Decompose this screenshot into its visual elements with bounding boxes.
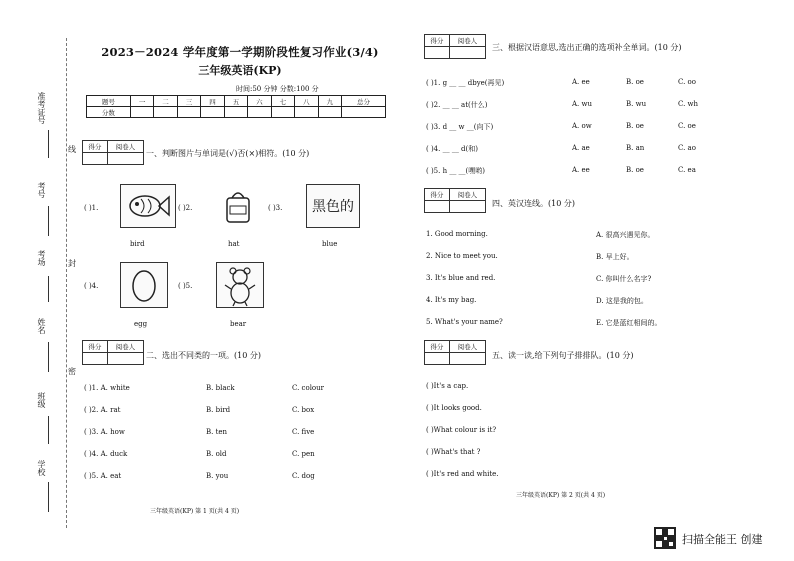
score-cell[interactable] — [201, 107, 224, 118]
section5-row[interactable]: ( )What colour is it? — [426, 426, 497, 434]
section2-row-a[interactable]: ( )5. A. eat — [84, 472, 122, 480]
score-table-header: 二 — [154, 96, 177, 107]
score-cell[interactable] — [271, 107, 294, 118]
grader-box-label: 阅卷人 — [449, 35, 485, 47]
fish-icon — [121, 185, 175, 227]
section4-right-item[interactable]: E. 它是蓝红相间的。 — [596, 319, 662, 327]
score-cell[interactable] — [295, 107, 318, 118]
section4-right-item[interactable]: B. 早上好。 — [596, 253, 634, 261]
section1-word: egg — [134, 320, 148, 328]
score-table-header: 三 — [177, 96, 200, 107]
grader-box-cell[interactable] — [449, 353, 485, 365]
binding-underline — [48, 276, 50, 302]
section1-word: bear — [230, 320, 247, 328]
scanner-watermark: 扫描全能王 创建 — [682, 533, 763, 546]
section5-row[interactable]: ( )It's red and white. — [426, 470, 499, 478]
section1-word: bird — [130, 240, 145, 248]
binding-label-exam-id: 考号 — [37, 182, 46, 198]
score-table-header: 四 — [201, 96, 224, 107]
section1-item-paren[interactable]: ( )3. — [268, 204, 283, 212]
section4-left-item[interactable]: 3. It's blue and red. — [426, 274, 496, 282]
section3-heading: 三、根据汉语意思,选出正确的选项补全单词。(10 分) — [492, 43, 682, 52]
score-cell[interactable] — [318, 107, 341, 118]
section5-row[interactable]: ( )It's a cap. — [426, 382, 469, 390]
section3-option-c: C. ao — [678, 144, 696, 152]
score-table-header: 九 — [318, 96, 341, 107]
section4-heading: 四、英汉连线。(10 分) — [492, 199, 575, 208]
binding-underline — [48, 342, 50, 372]
grader-box-label: 阅卷人 — [107, 341, 143, 353]
score-table-header: 五 — [224, 96, 247, 107]
page-title: 2023－2024 学年度第一学期阶段性复习作业(3/4) — [101, 45, 379, 59]
page1-footer: 三年级英语(KP) 第 1 页(共 4 页) — [150, 508, 240, 515]
section1-word: hat — [228, 240, 240, 248]
score-box-label: 得分 — [83, 141, 108, 153]
section2-row-b: B. black — [206, 384, 235, 392]
egg-picture — [120, 262, 168, 308]
section1-heading: 一、判断图片与单词是(√)否(×)相符。(10 分) — [146, 149, 310, 158]
section3-row[interactable]: ( )5. h __ __(嘿哟) — [426, 167, 486, 175]
score-box-label: 得分 — [425, 189, 450, 201]
grader-box-cell[interactable] — [449, 201, 485, 213]
score-box — [82, 140, 144, 165]
section2-row-b: B. old — [206, 450, 227, 458]
section3-option-c: C. oe — [678, 122, 696, 130]
score-cell[interactable] — [248, 107, 271, 118]
section4-left-item[interactable]: 1. Good morning. — [426, 230, 488, 238]
section3-option-c: C. oo — [678, 78, 696, 86]
section3-option-a: A. ae — [572, 144, 590, 152]
section3-row[interactable]: ( )2. __ __ at(什么) — [426, 101, 488, 109]
section1-item-paren[interactable]: ( )2. — [178, 204, 193, 212]
section2-row-c: C. dog — [292, 472, 315, 480]
section3-row[interactable]: ( )1. g __ __ dbye(再见) — [426, 79, 505, 87]
section5-row[interactable]: ( )What's that ? — [426, 448, 481, 456]
section2-row-a[interactable]: ( )1. A. white — [84, 384, 130, 392]
fish-picture — [120, 184, 176, 228]
section2-row-a[interactable]: ( )3. A. how — [84, 428, 125, 436]
score-box — [424, 188, 486, 213]
section4-left-item[interactable]: 5. What's your name? — [426, 318, 503, 326]
bear-picture — [216, 262, 264, 308]
bear-icon — [217, 263, 263, 307]
score-box-cell[interactable] — [83, 153, 108, 165]
section2-row-b: B. bird — [206, 406, 231, 414]
section4-right-item[interactable]: A. 很高兴遇见你。 — [596, 231, 655, 239]
binding-underline — [48, 206, 50, 236]
score-cell[interactable] — [224, 107, 247, 118]
score-box — [82, 340, 144, 365]
page2-footer: 三年级英语(KP) 第 2 页(共 4 页) — [516, 492, 606, 499]
section1-word: blue — [322, 240, 338, 248]
section2-row-c: C. colour — [292, 384, 324, 392]
score-table-header: 六 — [248, 96, 271, 107]
section3-option-b: B. oe — [626, 78, 644, 86]
score-cell[interactable] — [130, 107, 153, 118]
section2-row-c: C. pen — [292, 450, 315, 458]
section4-right-item[interactable]: D. 这是我的包。 — [596, 297, 648, 305]
score-table-header: 八 — [295, 96, 318, 107]
section3-option-b: B. an — [626, 144, 645, 152]
bag-icon — [218, 186, 258, 226]
binding-dashed-line — [66, 38, 67, 528]
binding-underline — [48, 130, 50, 158]
grader-box-cell[interactable] — [107, 353, 143, 365]
picture-text: 黑色的 — [306, 184, 360, 228]
section5-row[interactable]: ( )It looks good. — [426, 404, 482, 412]
binding-label-school: 学校 — [37, 460, 46, 476]
section2-heading: 二、选出不同类的一项。(10 分) — [146, 351, 261, 360]
binding-label-class: 班级 — [37, 392, 46, 408]
section2-row-b: B. ten — [206, 428, 228, 436]
score-cell[interactable] — [154, 107, 177, 118]
score-box — [424, 340, 486, 365]
grader-box-label: 阅卷人 — [107, 141, 143, 153]
section2-row-c: C. five — [292, 428, 315, 436]
section2-row-a[interactable]: ( )4. A. duck — [84, 450, 128, 458]
section3-row[interactable]: ( )3. d __ w __(向下) — [426, 123, 494, 131]
section1-item-paren[interactable]: ( )5. — [178, 282, 193, 290]
score-box-label: 得分 — [425, 35, 450, 47]
binding-underline — [48, 416, 50, 444]
section4-left-item[interactable]: 2. Nice to meet you. — [426, 252, 498, 260]
egg-icon — [121, 263, 167, 307]
section3-option-c: C. wh — [678, 100, 699, 108]
section3-option-a: A. ow — [572, 122, 592, 130]
score-cell[interactable] — [342, 107, 386, 118]
qr-icon — [654, 527, 676, 549]
score-box-cell[interactable] — [425, 47, 450, 59]
score-box — [424, 34, 486, 59]
score-table-header: 一 — [130, 96, 153, 107]
section3-option-c: C. ea — [678, 166, 696, 174]
score-table-header: 总分 — [342, 96, 386, 107]
grader-box-cell[interactable] — [107, 153, 143, 165]
binding-mark-seal: 封 — [68, 259, 76, 268]
score-box-cell[interactable] — [425, 353, 450, 365]
section3-option-a: A. ee — [572, 166, 590, 174]
score-box-cell[interactable] — [425, 201, 450, 213]
binding-mark-line: 线 — [68, 145, 76, 154]
bag-picture — [218, 186, 258, 226]
binding-label-exam-number: 准考证号 — [37, 92, 46, 124]
binding-mark-secret: 密 — [68, 367, 76, 376]
section5-heading: 五、读一读,给下列句子排排队。(10 分) — [492, 351, 634, 360]
binding-underline — [48, 482, 50, 512]
binding-label-name: 姓名 — [37, 318, 46, 334]
grader-box-label: 阅卷人 — [449, 189, 485, 201]
section3-option-a: A. wu — [572, 100, 593, 108]
section3-option-a: A. ee — [572, 78, 590, 86]
section2-row-c: C. box — [292, 406, 315, 414]
score-table-header: 七 — [271, 96, 294, 107]
section1-item-paren[interactable]: ( )1. — [84, 204, 99, 212]
section4-right-item[interactable]: C. 你叫什么名字? — [596, 275, 652, 283]
section3-option-b: B. wu — [626, 100, 647, 108]
section2-row-b: B. you — [206, 472, 229, 480]
section3-option-b: B. oe — [626, 122, 644, 130]
binding-label-exam-room: 考场 — [37, 250, 46, 266]
section3-option-b: B. oe — [626, 166, 644, 174]
score-box-cell[interactable] — [83, 353, 108, 365]
score-table-row-label: 分数 — [87, 107, 131, 118]
section4-left-item[interactable]: 4. It's my bag. — [426, 296, 477, 304]
scanner-logo-icon — [654, 527, 676, 549]
score-table-header: 题号 — [87, 96, 131, 107]
time-info: 时间:50 分钟 分数:100 分 — [236, 85, 319, 93]
section2-row-a[interactable]: ( )2. A. rat — [84, 406, 121, 414]
page-subtitle: 三年级英语(KP) — [198, 64, 282, 77]
score-table — [86, 95, 386, 118]
score-cell[interactable] — [177, 107, 200, 118]
section3-row[interactable]: ( )4. __ __ d(和) — [426, 145, 478, 153]
section1-item-paren[interactable]: ( )4. — [84, 282, 99, 290]
grader-box-label: 阅卷人 — [449, 341, 485, 353]
score-box-label: 得分 — [425, 341, 450, 353]
score-box-label: 得分 — [83, 341, 108, 353]
grader-box-cell[interactable] — [449, 47, 485, 59]
